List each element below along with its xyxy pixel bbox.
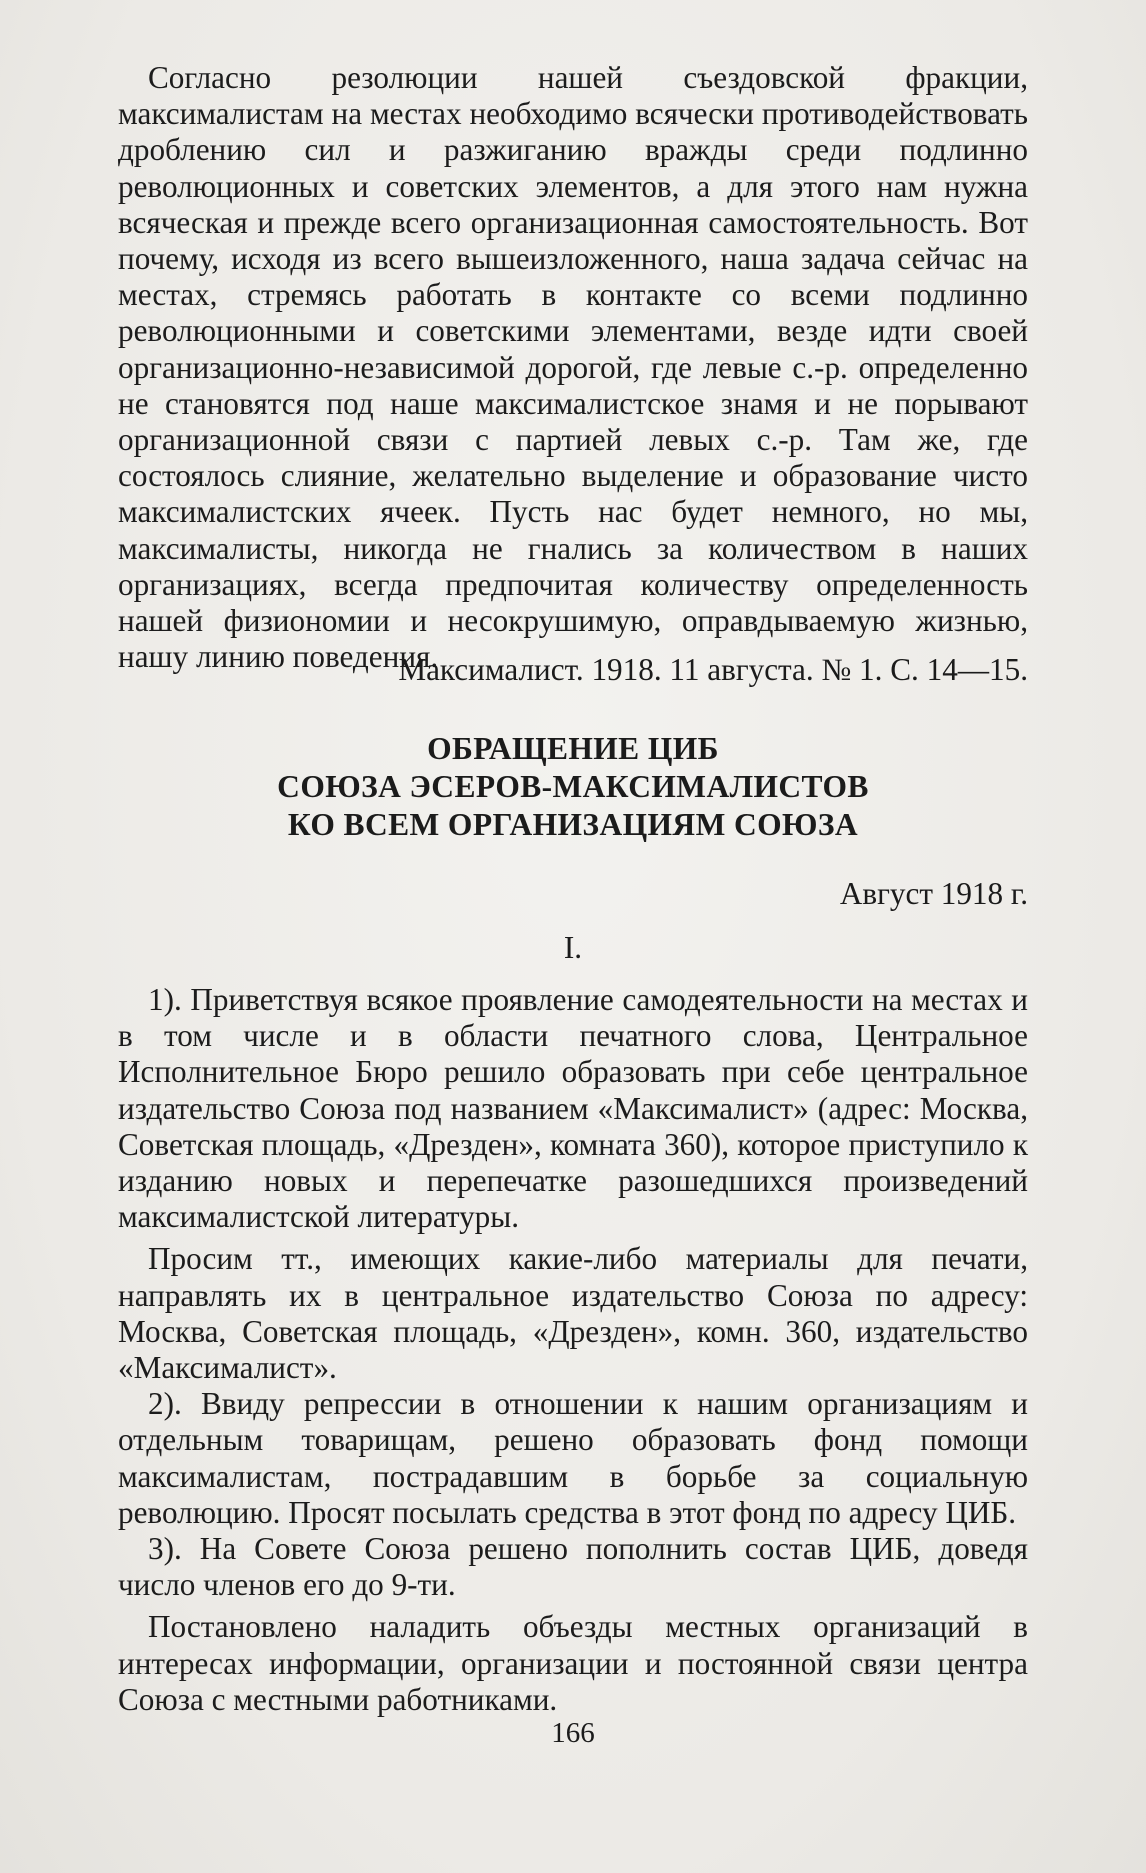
heading-line-3: КО ВСЕМ ОРГАНИЗАЦИЯМ СОЮЗА (287, 807, 859, 842)
heading-line-2: СОЮЗА ЭСЕРОВ-МАКСИМАЛИСТОВ (277, 769, 869, 804)
intro-paragraph: Согласно резолюции нашей съездовской фракции, максималистам на местах необходимо всячески противодействовать дроблению сил и разжиганию вражды среди подлинно революционных и советских элементов, а для этого нам нужна всяческая и прежде всего организационная самостоятельность. Вот почему, исходя из всего вышеизложенного, наша задача сейчас на местах, стремясь работать в контакте со всеми подлинно революционными и советскими элементами, везде идти своей организационно-независимой дорогой, где левые с.-р. определенно не становятся под наше максималистское знамя и не порывают организационной связи с партией левых с.-р. Там же, где состоялось слияние, желательно выделение и образование чисто максималистских ячеек. Пусть нас будет немного, но мы, максималисты, никогда не гнались за количеством в наших организациях, всегда предпочитая количеству определенность нашей физиономии и несокрушимую, оправдываемую жизнью, нашу линию поведения. (118, 60, 1028, 675)
body-text-block (118, 982, 1028, 1718)
intro-text-block (118, 60, 1028, 675)
page-number: 166 (551, 1717, 595, 1749)
document-date: Август 1918 г. (839, 876, 1028, 911)
paragraph-5: Постановлено наладить объезды местных организаций в интересах информации, организации и постоянной связи центра Союза с местными работниками. (118, 1609, 1028, 1717)
document-heading (118, 730, 1028, 844)
section-number: I. (563, 930, 583, 965)
paragraph-2: Просим тт., имеющих какие-либо материалы для печати, направлять их в центральное издательство Союза по адресу: Москва, Советская площадь, «Дрезден», комн. 360, издательство «Максималист». (118, 1241, 1028, 1386)
heading-line-1: ОБРАЩЕНИЕ ЦИБ (427, 731, 719, 766)
paragraph-4: 3). На Совете Союза решено пополнить состав ЦИБ, доведя число членов его до 9-ти. (118, 1531, 1028, 1603)
paragraph-1: 1). Приветствуя всякое проявление самодеятельности на местах и в том числе и в области печатного слова, Центральное Исполнительное Бюро решило образовать при себе центральное издательство Союза под названием «Максималист» (адрес: Москва, Советская площадь, «Дрезден», комната 360), которое приступило к изданию новых и перепечатке разошедшихся произведений максималистской литературы. (118, 982, 1028, 1235)
paragraph-3: 2). Ввиду репрессии в отношении к нашим организациям и отдельным товарищам, решено образовать фонд помощи максималистам, пострадавшим в борьбе за социальную революцию. Просят посылать средства в этот фонд по адресу ЦИБ. (118, 1386, 1028, 1530)
source-citation: Максималист. 1918. 11 августа. № 1. С. 14—15. (398, 652, 1028, 687)
